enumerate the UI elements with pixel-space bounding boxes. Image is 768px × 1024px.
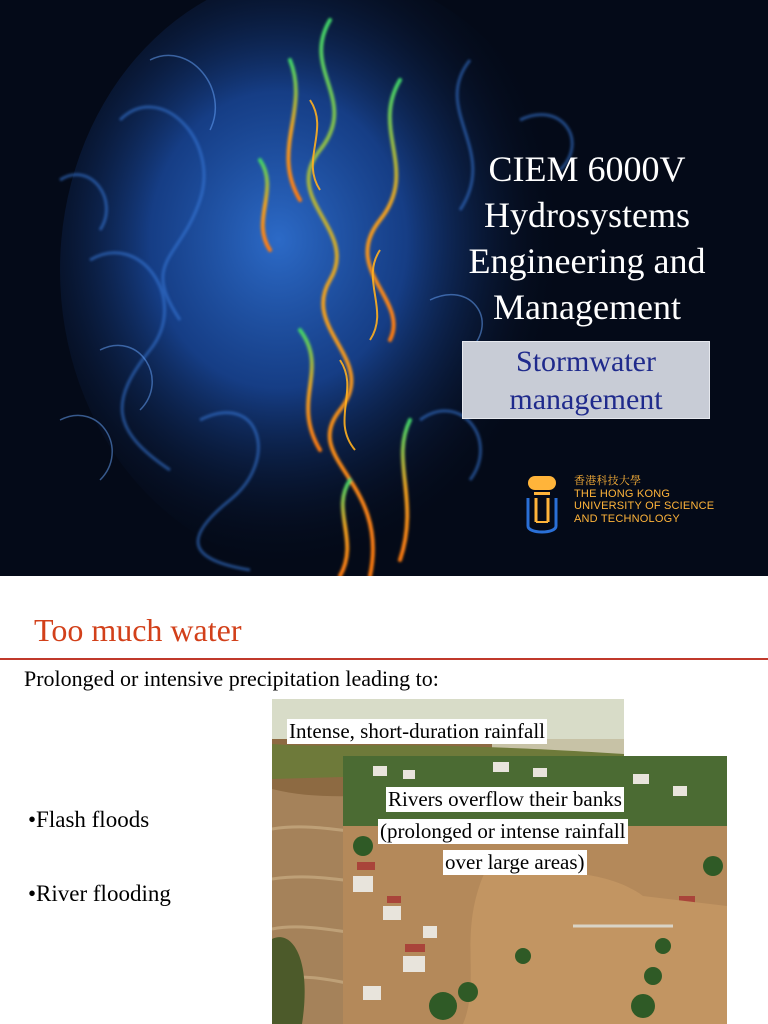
river-flood-caption-line: over large areas) [445, 850, 585, 874]
lecture-subtitle-box [462, 341, 710, 419]
flash-flood-caption: Intense, short-duration rainfall [289, 719, 545, 743]
bullet-flash-floods: •Flash floods [28, 807, 150, 832]
lead-text: Prolonged or intensive precipitation leading to: [24, 666, 439, 691]
content-slide [0, 576, 768, 1024]
title-divider [0, 658, 768, 660]
university-name-line: AND TECHNOLOGY [574, 512, 680, 525]
bullet-river-flooding: •River flooding [28, 881, 171, 906]
title-line: CIEM 6000V [488, 149, 686, 189]
slide-title: Too much water [34, 612, 242, 648]
university-name-line: UNIVERSITY OF SCIENCE [574, 500, 715, 512]
subtitle-line: management [509, 383, 663, 416]
title-line: Management [493, 287, 681, 327]
title-line: Engineering and [468, 241, 706, 281]
university-name-line: 香港科技大學 [574, 475, 642, 487]
university-name-line: THE HONG KONG [574, 487, 671, 500]
river-flood-caption-line: (prolonged or intense rainfall [380, 819, 626, 843]
hkust-logo-icon [524, 474, 560, 540]
title-line: Hydrosystems [484, 195, 690, 235]
course-title [440, 146, 734, 330]
subtitle-line: Stormwater [516, 345, 656, 378]
river-flood-caption-line: Rivers overflow their banks [388, 787, 622, 811]
university-name [574, 475, 714, 525]
